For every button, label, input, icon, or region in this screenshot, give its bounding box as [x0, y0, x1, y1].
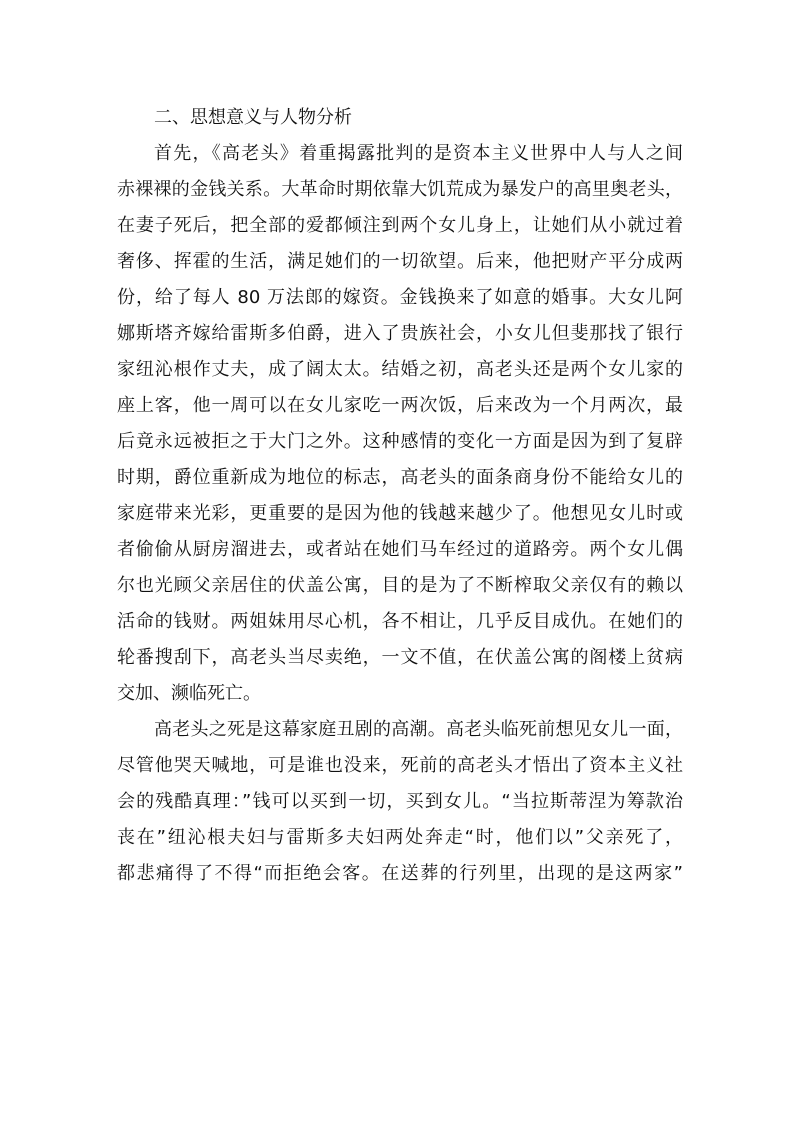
text-line: 赤裸裸的金钱关系。大革命时期依靠大饥荒成为暴发户的高里奥老头， — [117, 179, 683, 200]
text-line: 首先，《高老头》着重揭露批判的是资本主义世界中人与人之间 — [154, 143, 683, 164]
text-line: 会的残酷真理：”钱可以买到一切，买到女儿。“当拉斯蒂涅为筹款治 — [117, 791, 683, 812]
text-line: 家纽沁根作丈夫，成了阔太太。结婚之初，高老头还是两个女儿家的 — [117, 359, 683, 380]
text-line: 活命的钱财。两姐妹用尽心机，各不相让，几乎反目成仇。在她们的 — [117, 611, 683, 632]
paragraph-money-relations — [117, 136, 683, 712]
text-line: 轮番搜刮下，高老头当尽卖绝，一文不值，在伏盖公寓的阁楼上贫病 — [117, 647, 683, 668]
text-line: 尽管他哭天喊地，可是谁也没来，死前的高老头才悟出了资本主义社 — [117, 755, 683, 776]
text-line: 后竟永远被拒之于大门之外。这种感情的变化一方面是因为到了复辟 — [117, 431, 683, 452]
text-line: 家庭带来光彩，更重要的是因为他的钱越来越少了。他想见女儿时或 — [117, 503, 683, 524]
text-line: 尔也光顾父亲居住的伏盖公寓，目的是为了不断榨取父亲仅有的赖以 — [117, 575, 683, 596]
text-line: 娜斯塔齐嫁给雷斯多伯爵，进入了贵族社会，小女儿但斐那找了银行 — [117, 323, 683, 344]
text-line: 座上客，他一周可以在女儿家吃一两次饭，后来改为一个月两次，最 — [117, 395, 683, 416]
text-line: 高老头之死是这幕家庭丑剧的高潮。高老头临死前想见女儿一面， — [154, 719, 683, 740]
text-line: 交加、濒临死亡。 — [117, 683, 261, 704]
text-line: 在妻子死后，把全部的爱都倾注到两个女儿身上，让她们从小就过着 — [117, 215, 683, 236]
text-line: 份，给了每人 80 万法郎的嫁资。金钱换来了如意的婚事。大女儿阿 — [117, 287, 683, 308]
document-body — [117, 100, 683, 892]
text-line: 丧在”纽沁根夫妇与雷斯多夫妇两处奔走“时，他们以”父亲死了， — [117, 827, 683, 848]
text-line: 者偷偷从厨房溜进去，或者站在她们马车经过的道路旁。两个女儿偶 — [117, 539, 683, 560]
paragraph-death-climax — [117, 712, 683, 892]
text-line: 都悲痛得了不得“而拒绝会客。在送葬的行列里，出现的是这两家” — [117, 863, 683, 884]
text-line: 时期，爵位重新成为地位的标志，高老头的面条商身份不能给女儿的 — [117, 467, 683, 488]
text-line: 奢侈、挥霍的生活，满足她们的一切欲望。后来，他把财产平分成两 — [117, 251, 683, 272]
section-heading: 二、思想意义与人物分析 — [154, 107, 352, 128]
